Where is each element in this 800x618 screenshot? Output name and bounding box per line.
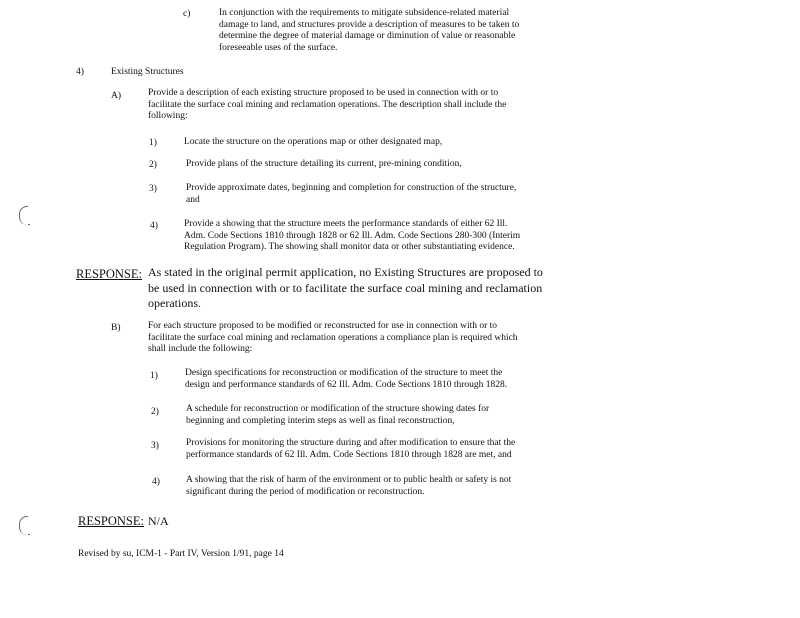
scan-artifact <box>19 206 28 225</box>
page-footer: Revised by su, ICM-1 - Part IV, Version 1/91, page 14 <box>78 549 284 559</box>
scan-artifact <box>19 516 28 535</box>
text-line: significant during the period of modification or reconstruction. <box>186 486 425 497</box>
text-line: Provide approximate dates, beginning and completion for construction of the structure, <box>186 183 517 193</box>
subitem-text <box>184 219 520 254</box>
text-line: Provisions for monitoring the structure during and after modification to ensure that the <box>186 438 516 448</box>
text-line: For each structure proposed to be modified or reconstructed for use in connection with or to <box>148 321 498 331</box>
subitem-label: 3) <box>149 184 157 194</box>
subitem-label: 2) <box>149 160 157 170</box>
response-text: N/A <box>148 514 169 528</box>
subitem-text <box>186 438 515 461</box>
text-line: and <box>186 194 200 205</box>
text-line: Adm. Code Sections 1810 through 1828 or 62 Ill. Adm. Code Sections 280-300 (Interim <box>184 230 521 241</box>
subitem-label: 2) <box>151 407 159 417</box>
text-line: Design specifications for reconstruction or modification of the structure to meet the <box>185 368 503 378</box>
scan-artifact <box>28 224 30 225</box>
item-b-label: B) <box>111 323 121 333</box>
text-line: Provide a showing that the structure meets the performance standards of either 62 Ill. <box>184 219 508 229</box>
text-line: damage to land, and structures provide a description of measures to be taken to <box>219 19 520 30</box>
text-line: foreseeable uses of the surface. <box>219 42 338 53</box>
text-line: facilitate the surface coal mining and reclamation operations a compliance plan is required which <box>148 332 518 343</box>
response-text <box>148 265 543 312</box>
response-label: RESPONSE: <box>78 514 144 528</box>
subitem-label: 4) <box>152 477 160 487</box>
subitem-text <box>186 183 516 206</box>
item-a-label: A) <box>111 91 122 101</box>
item-a-text <box>148 88 506 123</box>
text-line: be used in connection with or to facilitate the surface coal mining and reclamation <box>148 280 543 295</box>
item-c-label: c) <box>183 9 191 19</box>
text-line: shall include the following: <box>148 344 253 354</box>
subitem-text <box>186 475 511 498</box>
item-b-text <box>148 321 518 356</box>
subitem-text <box>186 159 462 171</box>
subitem-label: 1) <box>149 138 157 148</box>
text-line: operations. <box>148 296 201 310</box>
section-title: Existing Structures <box>111 67 184 77</box>
subitem-label: 3) <box>151 441 159 451</box>
text-line: In conjunction with the requirements to mitigate subsidence-related material <box>219 8 510 18</box>
subitem-text <box>184 137 442 149</box>
text-line: facilitate the surface coal mining and reclamation operations. The description shall include the <box>148 99 507 110</box>
text-line: A schedule for reconstruction or modification of the structure showing dates for <box>186 404 490 414</box>
text-line: following: <box>148 111 188 121</box>
subitem-label: 1) <box>150 371 158 381</box>
text-line: determine the degree of material damage or diminution of value or reasonable <box>219 31 516 41</box>
response-label: RESPONSE: <box>76 267 142 281</box>
text-line: A showing that the risk of harm of the environment or to public health or safety is not <box>186 475 512 485</box>
text-line: Provide a description of each existing structure proposed to be used in connection with or to <box>148 88 499 98</box>
text-line: As stated in the original permit application, no Existing Structures are proposed to <box>148 265 543 279</box>
text-line: design and performance standards of 62 Ill. Adm. Code Sections 1810 through 1828. <box>185 379 508 390</box>
item-c-text <box>219 8 519 54</box>
section-number: 4) <box>76 67 84 77</box>
text-line: Regulation Program). The showing shall monitor data or other substantiating evidence. <box>184 242 515 252</box>
text-line: performance standards of 62 Ill. Adm. Code Sections 1810 through 1828 are met, and <box>186 449 512 460</box>
subitem-text <box>185 368 507 391</box>
scan-artifact <box>28 534 30 535</box>
subitem-label: 4) <box>150 221 158 231</box>
subitem-text <box>186 404 489 427</box>
text-line: Locate the structure on the operations map or other designated map, <box>184 137 443 147</box>
text-line: Provide plans of the structure detailing its current, pre-mining condition, <box>186 159 462 169</box>
text-line: beginning and completing interim steps as well as final reconstruction, <box>186 415 455 426</box>
